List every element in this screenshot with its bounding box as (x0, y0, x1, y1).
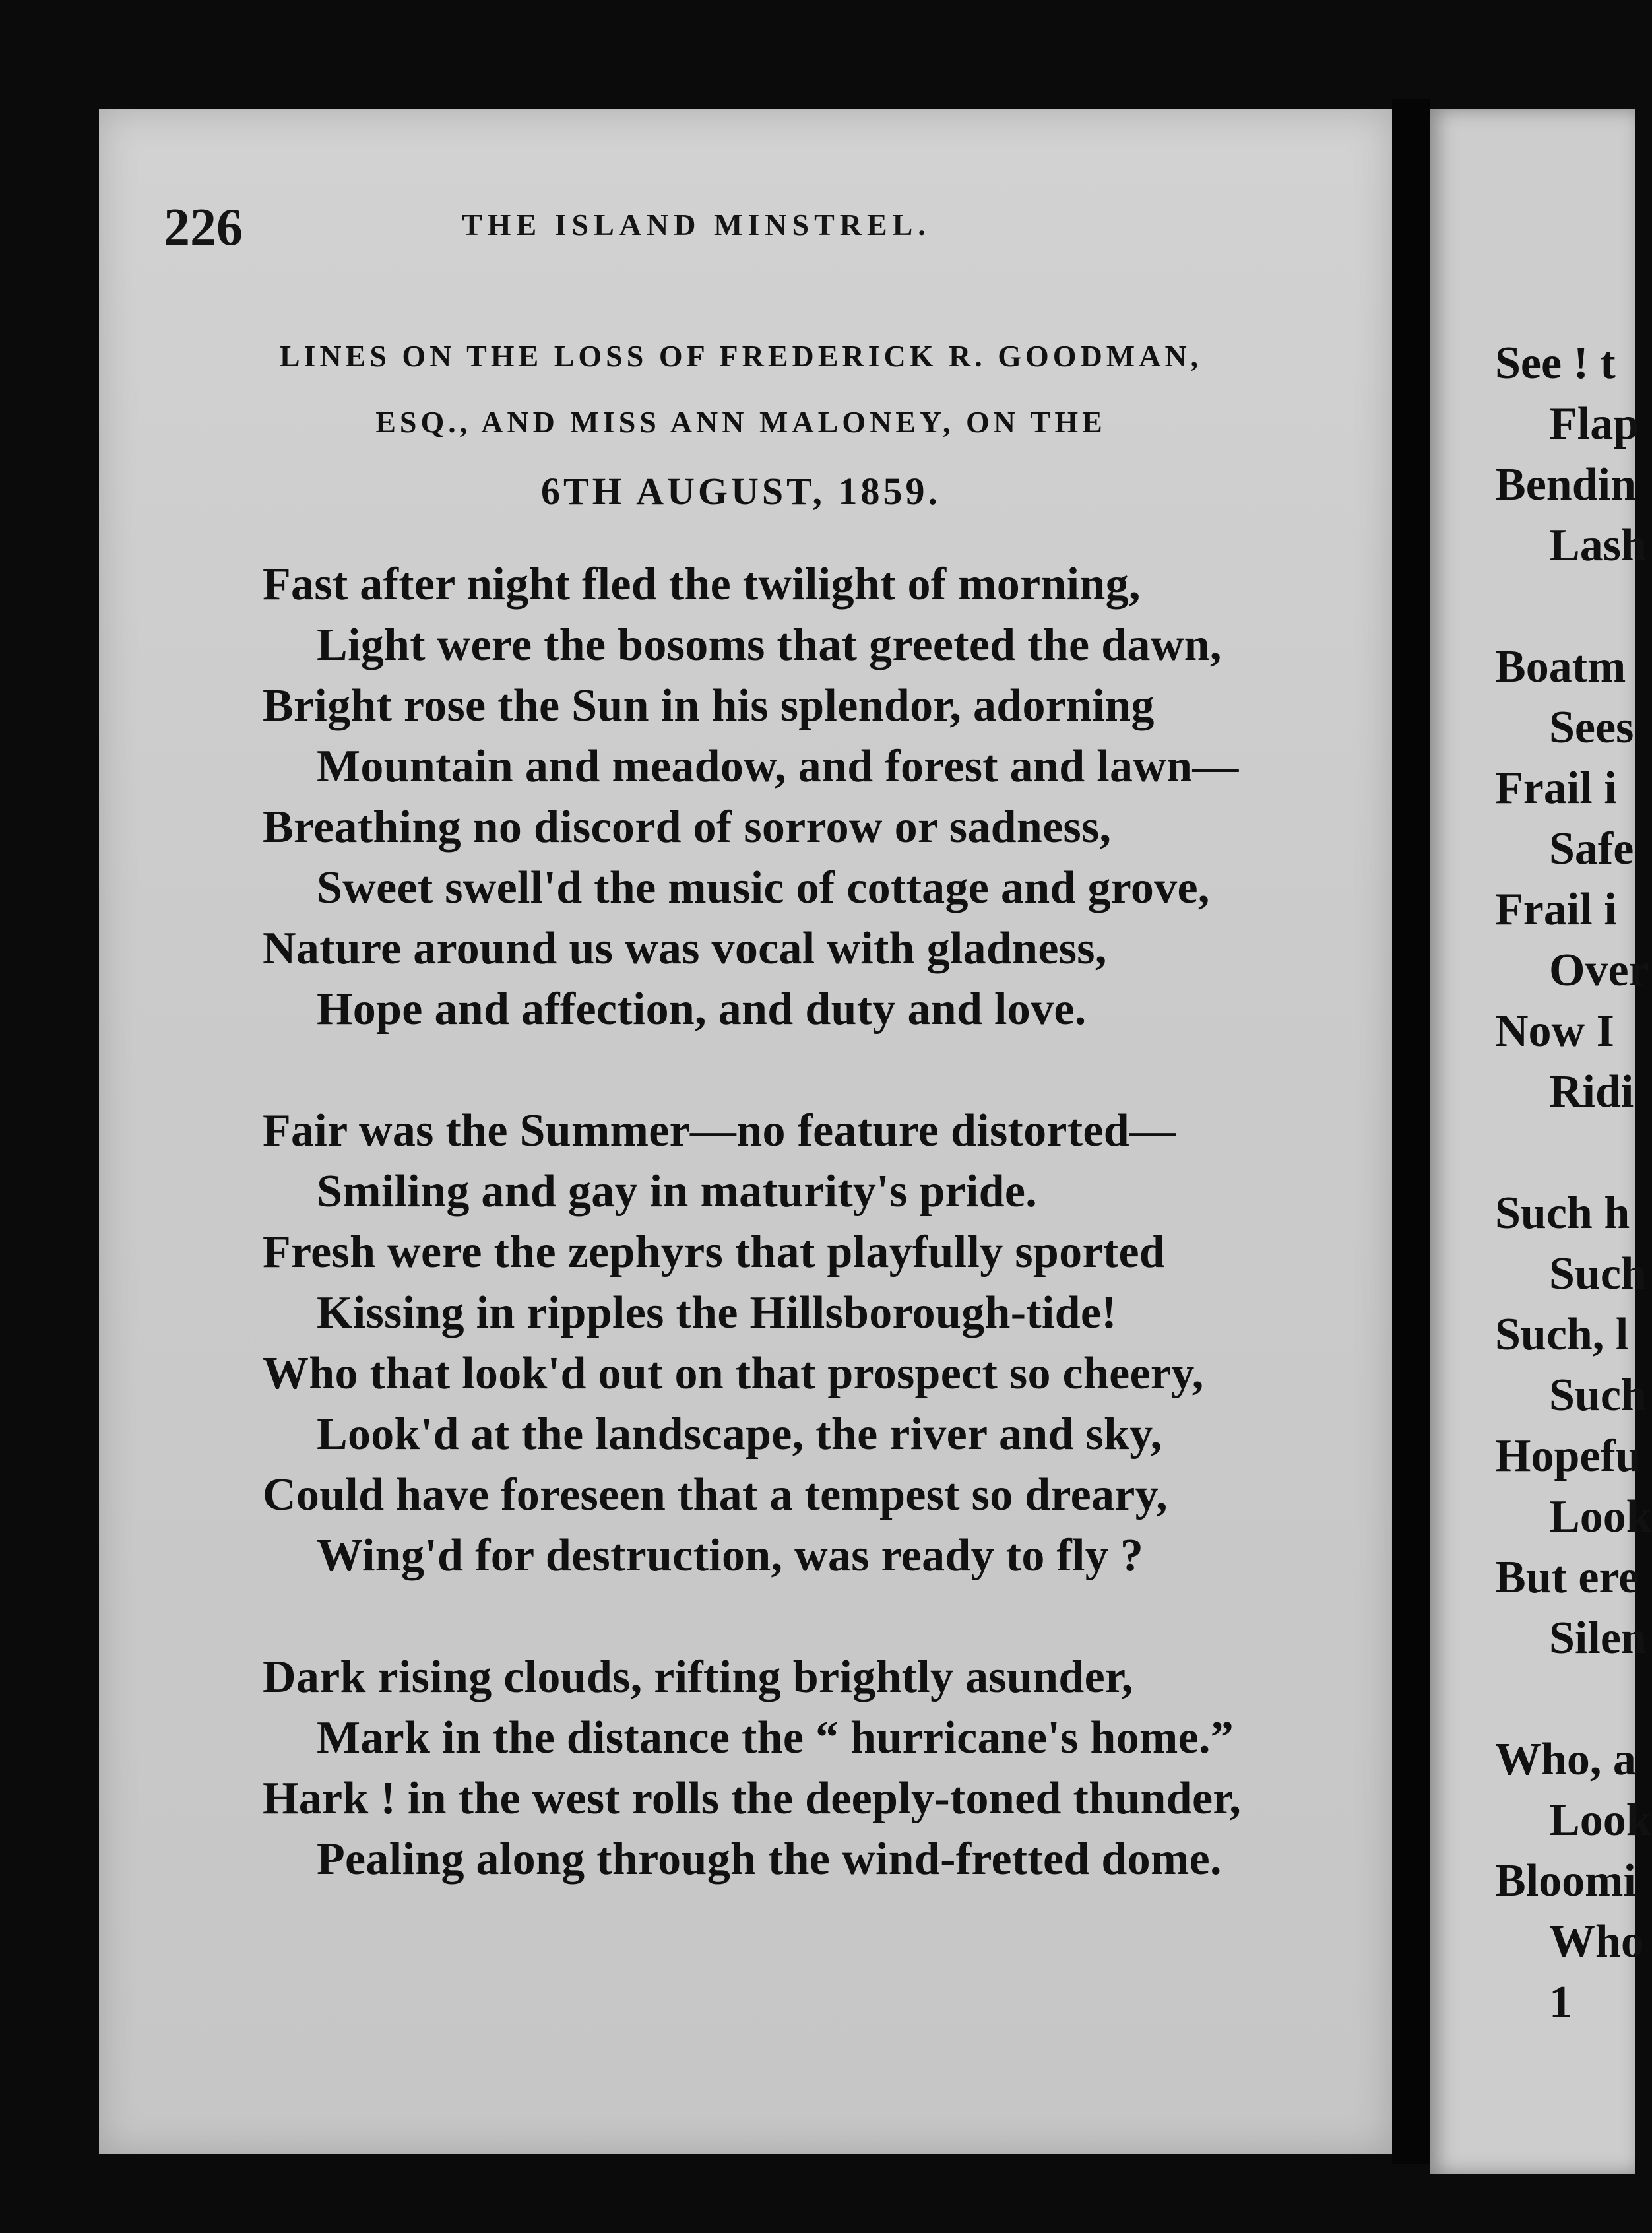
facing-page-text (1495, 333, 1652, 2033)
facing-page-line: Bloomi (1495, 1856, 1636, 1906)
poem-line: Breathing no discord of sorrow or sadness, (263, 802, 1112, 853)
facing-page-line: Sees (1549, 702, 1634, 753)
facing-page-line: Frail i (1495, 763, 1617, 814)
facing-page-line: Silen (1549, 1613, 1647, 1664)
stanza-gap (1495, 1669, 1652, 1730)
stanza-gap (1495, 576, 1652, 637)
poem-line: Hark ! in the west rolls the deeply-toned thunder, (263, 1773, 1242, 1824)
facing-page-line: Hopefu (1495, 1431, 1641, 1481)
facing-page-line: Who (1549, 1916, 1644, 1967)
poem-line: Light were the bosoms that greeted the dawn, (317, 620, 1222, 670)
poem-line: Fast after night fled the twilight of morning, (263, 559, 1141, 610)
poem-line: Mountain and meadow, and forest and lawn— (317, 741, 1239, 792)
facing-page (1430, 109, 1652, 2174)
running-head: THE ISLAND MINSTREL. (462, 208, 931, 242)
poem-line: Fresh were the zephyrs that playfully sported (263, 1227, 1166, 1278)
poem-line: Look'd at the landscape, the river and sky, (317, 1409, 1162, 1460)
poem-line: Mark in the distance the “ hurricane's home.” (317, 1712, 1234, 1763)
stanza (263, 554, 1384, 1040)
facing-page-line: Such (1549, 1370, 1647, 1421)
poem-line: Fair was the Summer—no feature distorted— (263, 1105, 1176, 1156)
facing-page-line: Safe (1549, 824, 1634, 874)
poem-line: Could have foreseen that a tempest so dreary, (263, 1470, 1168, 1520)
page-number: 226 (164, 199, 243, 257)
poem-line: Dark rising clouds, rifting brightly asunder, (263, 1652, 1133, 1702)
poem-body (263, 554, 1384, 1951)
facing-page-line: Over (1549, 945, 1649, 996)
page-gutter (1392, 99, 1430, 2164)
poem-title (164, 323, 1318, 528)
facing-page-line: Flap (1549, 399, 1639, 449)
facing-page-line: Such h (1495, 1188, 1630, 1239)
facing-page-line: Boatm (1495, 641, 1626, 692)
title-line-1: LINES ON THE LOSS OF FREDERICK R. GOODMAN, (279, 339, 1203, 373)
stanza (263, 1647, 1384, 1890)
facing-page-line: But ere (1495, 1552, 1639, 1603)
stanza (263, 1101, 1384, 1586)
facing-page-line: 1 (1549, 1977, 1572, 2028)
facing-page-line: Who, a (1495, 1734, 1636, 1785)
facing-page-line: Look (1549, 1491, 1652, 1542)
poem-line: Kissing in ripples the Hillsborough-tide! (317, 1287, 1117, 1338)
poem-line: Sweet swell'd the music of cottage and grove, (317, 862, 1210, 913)
poem-line: Wing'd for destruction, was ready to fly ? (317, 1530, 1144, 1581)
facing-page-line: Such, l (1495, 1309, 1629, 1360)
stanza-gap (1495, 1122, 1652, 1183)
facing-page-line: Now I (1495, 1006, 1614, 1056)
poem-line: Hope and affection, and duty and love. (317, 984, 1087, 1035)
facing-page-line: Lash (1549, 520, 1647, 571)
poem-line: Bright rose the Sun in his splendor, adorning (263, 680, 1155, 731)
facing-page-line: Ridi (1549, 1066, 1634, 1117)
facing-page-line: See ! t (1495, 338, 1616, 389)
poem-line: Smiling and gay in maturity's pride. (317, 1166, 1038, 1217)
title-line-2: ESQ., AND MISS ANN MALONEY, ON THE (375, 405, 1106, 439)
facing-page-line: Frail i (1495, 884, 1617, 935)
poem-line: Nature around us was vocal with gladness, (263, 923, 1107, 974)
facing-page-line: Such (1549, 1248, 1647, 1299)
page-header (0, 198, 1635, 257)
facing-page-line: Bendin (1495, 459, 1636, 510)
facing-page-line: Look (1549, 1795, 1652, 1846)
poem-line: Who that look'd out on that prospect so cheery, (263, 1348, 1204, 1399)
poem-line: Pealing along through the wind-fretted dome. (317, 1834, 1222, 1885)
title-line-3: 6TH AUGUST, 1859. (540, 470, 941, 513)
